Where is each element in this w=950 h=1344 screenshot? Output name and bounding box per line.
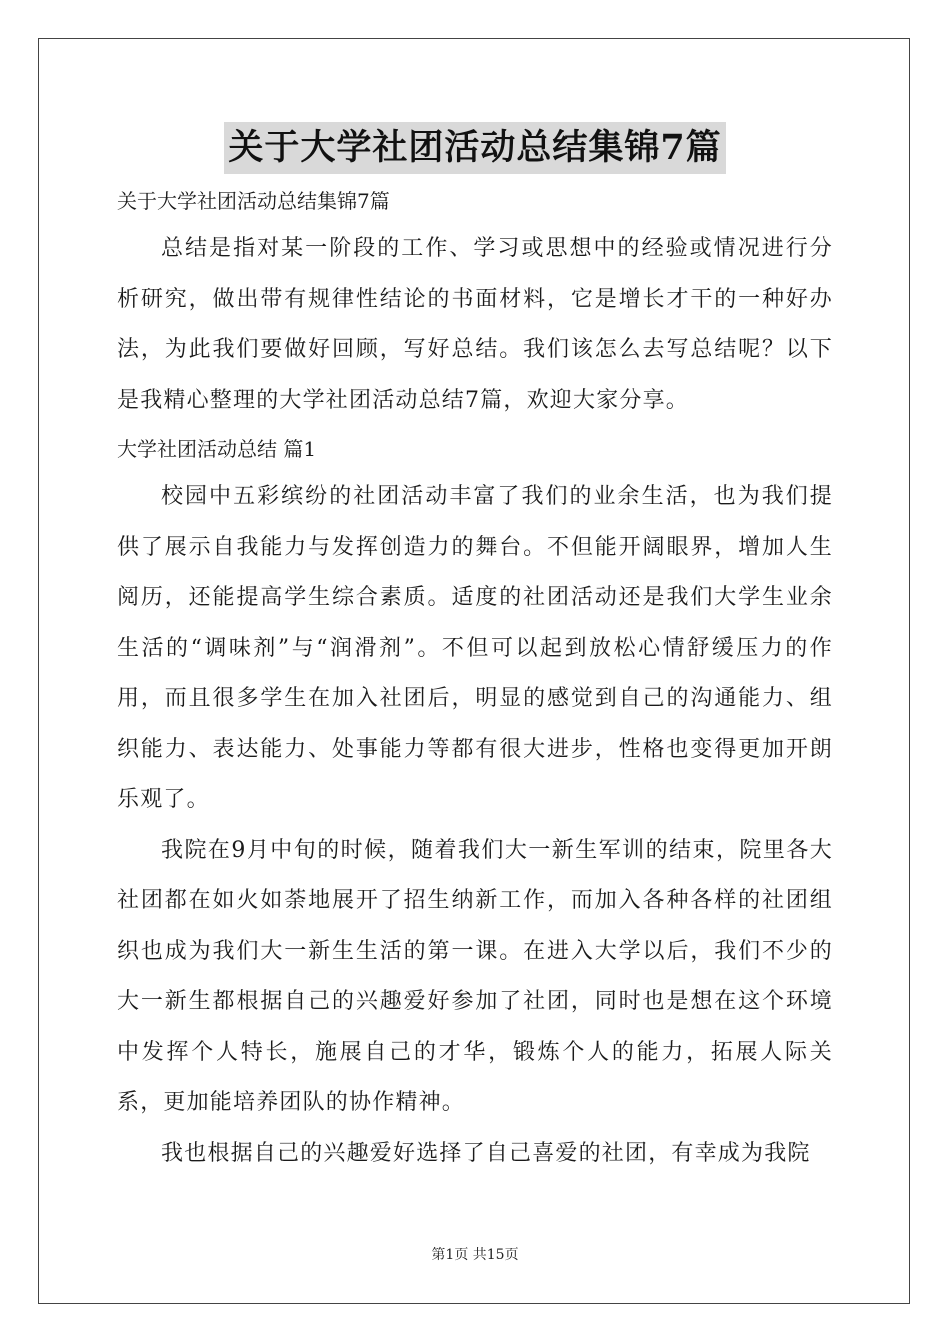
page-footer: 第1页 共15页 <box>431 1247 519 1263</box>
document-title-wrap <box>0 122 950 174</box>
body-paragraph-3: 我也根据自己的兴趣爱好选择了自己喜爱的社团，有幸成为我院 <box>161 1140 811 1166</box>
document-subtitle: 关于大学社团活动总结集锦7篇 <box>117 189 390 213</box>
body-paragraph-1: 校园中五彩缤纷的社团活动丰富了我们的业余生活，也为我们提供了展示自我能力与发挥创造力的舞台。不但能开阔眼界，增加人生阅历，还能提高学生综合素质。适度的社团活动还是我们大学生业余生活的“调味剂”与“润滑剂”。不但可以起到放松心情舒缓压力的作用，而且很多学生在加入社团后，明显的感觉到自己的沟通能力、组织能力、表达能力、处事能力等都有很大进步，性格也变得更加开朗乐观了。 <box>117 484 833 812</box>
document-title: 关于大学社团活动总结集锦7篇 <box>224 122 725 174</box>
document-body <box>117 178 833 1179</box>
intro-paragraph: 总结是指对某一阶段的工作、学习或思想中的经验或情况进行分析研究，做出带有规律性结论的书面材料，它是增长才干的一种好办法，为此我们要做好回顾，写好总结。我们该怎么去写总结呢？以下是我精心整理的大学社团活动总结7篇，欢迎大家分享。 <box>117 236 833 413</box>
section-heading: 大学社团活动总结 篇1 <box>117 437 317 461</box>
body-paragraph-2: 我院在9月中旬的时候，随着我们大一新生军训的结束，院里各大社团都在如火如荼地展开了招生纳新工作，而加入各种各样的社团组织也成为我们大一新生生活的第一课。在进入大学以后，我们不少的大一新生都根据自己的兴趣爱好参加了社团，同时也是想在这个环境中发挥个人特长，施展自己的才华，锻炼个人的能力，拓展人际关系，更加能培养团队的协作精神。 <box>117 837 833 1115</box>
